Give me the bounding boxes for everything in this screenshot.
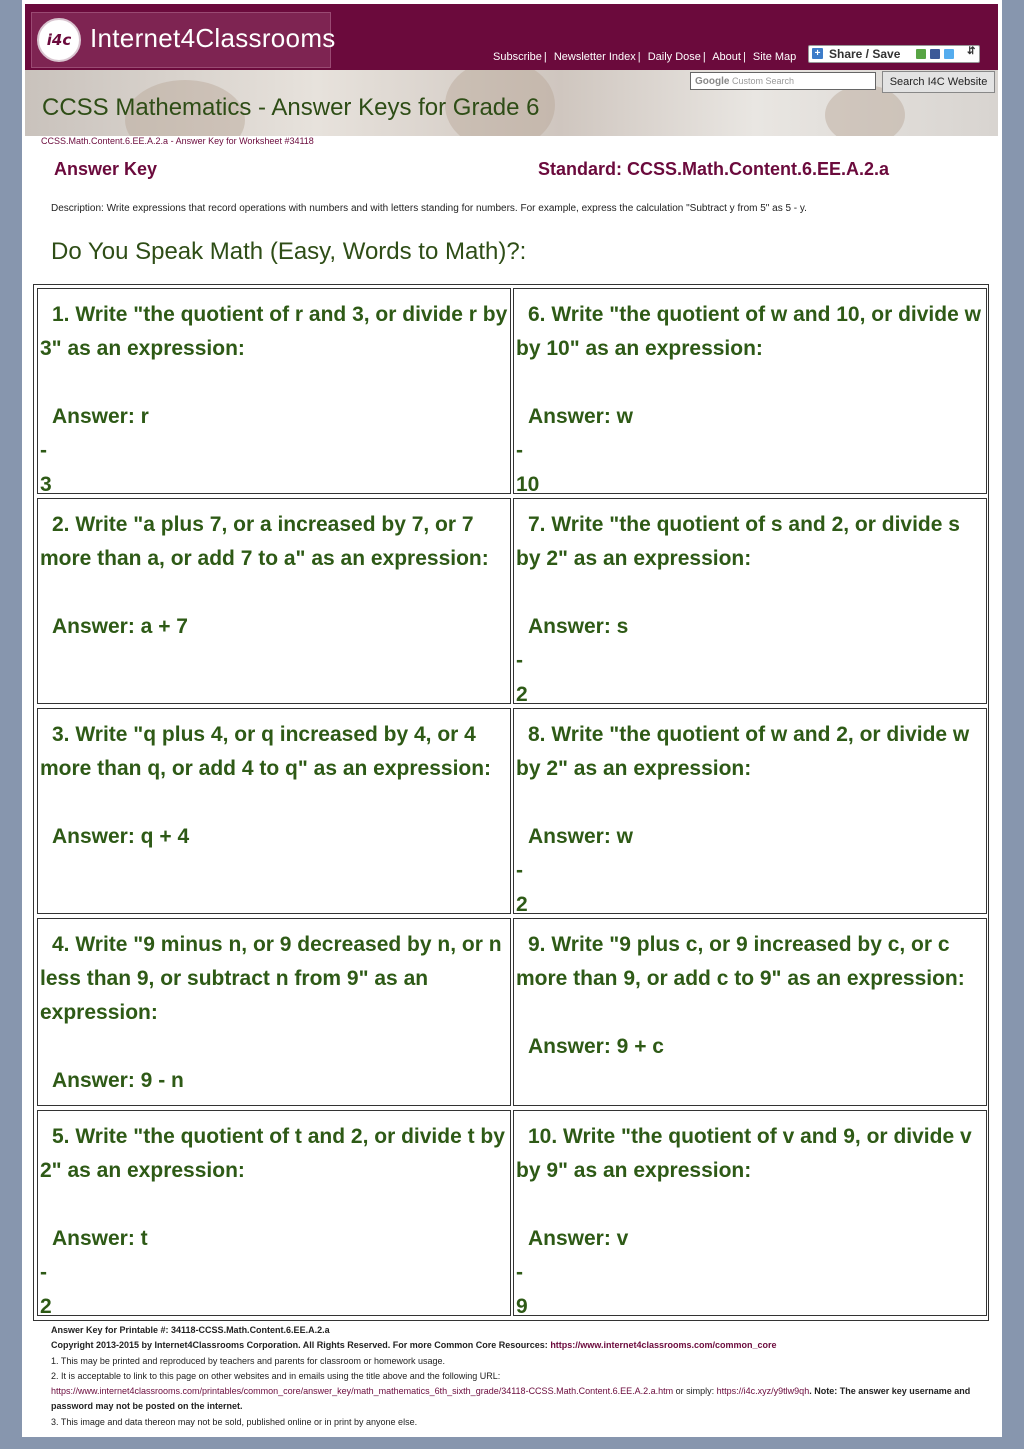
answer-line: - <box>516 1261 523 1284</box>
worksheet-url-link[interactable]: https://www.internet4classrooms.com/printables/common_core/answer_key/math_mathematics_6th_sixth_grade/34118-CCSS.Math.Content.6.EE.A.2.a.htm <box>51 1386 674 1397</box>
answer-line: - <box>516 859 523 882</box>
question-cell <box>513 708 987 914</box>
google-logo: Google <box>695 76 730 87</box>
question-text: 10. Write "the quotient of v and 9, or divide v by 9" as an expression: <box>516 1125 972 1182</box>
logo-badge: i4c <box>37 18 81 62</box>
answer-key-label: Answer Key <box>54 159 158 179</box>
answer-text: Answer: v <box>528 1227 629 1250</box>
footer-note-2: 2. It is acceptable to link to this page on other websites and in emails using the title above and the following URL: <box>51 1370 501 1381</box>
facebook-icon <box>930 49 940 59</box>
answer-line: 10 <box>516 473 540 494</box>
description: Description: Write expressions that record operations with numbers and with letters standing for numbers. For example, express the calculation "Subtract y from 5" as 5 - y. <box>51 203 807 214</box>
nav-about[interactable]: About <box>712 51 741 63</box>
question-cell <box>37 288 511 494</box>
answer-text: Answer: w <box>528 405 634 428</box>
question-text: 7. Write "the quotient of s and 2, or divide s by 2" as an expression: <box>516 513 960 570</box>
answer-text: Answer: 9 + c <box>528 1035 664 1058</box>
page <box>22 0 1002 1437</box>
question-text: 9. Write "9 plus c, or 9 increased by c, or c more than 9, or add c to 9" as an expression: <box>516 933 965 990</box>
questions-table <box>33 284 989 1321</box>
answer-text: Answer: t <box>52 1227 148 1250</box>
share-save-button[interactable] <box>808 45 980 63</box>
search-button[interactable]: Search I4C Website <box>882 71 995 93</box>
share-label: Share / Save <box>829 47 901 61</box>
answer-line: - <box>40 1261 47 1284</box>
page-title: CCSS Mathematics - Answer Keys for Grade 6 <box>42 94 540 121</box>
answer-line: 2 <box>516 683 528 704</box>
question-text: 1. Write "the quotient of r and 3, or divide r by 3" as an expression: <box>40 303 508 360</box>
question-text: 6. Write "the quotient of w and 10, or divide w by 10" as an expression: <box>516 303 981 360</box>
footer-note-1: 1. This may be printed and reproduced by teachers and parents for classroom or homework usage. <box>51 1355 446 1366</box>
question-cell <box>37 918 511 1106</box>
site-logo[interactable] <box>31 12 336 68</box>
footer-note-bold: . Note: The answer key username and password may not be posted on the internet. <box>51 1386 971 1412</box>
question-cell <box>37 498 511 704</box>
answer-line: 3 <box>40 473 52 494</box>
answer-text: Answer: a + 7 <box>52 615 188 638</box>
answer-text: Answer: w <box>528 825 634 848</box>
question-text: 2. Write "a plus 7, or a increased by 7, or 7 more than a, or add 7 to a" as an expression: <box>40 513 489 570</box>
question-cell <box>513 1110 987 1316</box>
nav-daily-dose[interactable]: Daily Dose <box>647 51 701 63</box>
chevron-updown-icon: ⇵ <box>967 46 976 57</box>
answer-text: Answer: 9 - n <box>52 1069 184 1092</box>
answer-text: Answer: q + 4 <box>52 825 190 848</box>
share-plus-icon: + <box>812 48 823 59</box>
nav-site-map[interactable]: Site Map <box>752 51 797 63</box>
footer-note-3: 3. This image and data thereon may not be sold, published online or in print by anyone else. <box>51 1416 418 1427</box>
answer-text: Answer: r <box>52 405 149 428</box>
answer-line: 9 <box>516 1295 528 1316</box>
breadcrumb[interactable]: CCSS.Math.Content.6.EE.A.2.a - Answer Key for Worksheet #34118 <box>41 136 314 146</box>
footer-copyright: Copyright 2013-2015 by Internet4Classrooms Corporation. All Rights Reserved. For more Common Core Resources: <box>51 1340 548 1351</box>
site-header <box>25 4 998 70</box>
answer-line: - <box>516 439 523 462</box>
question-cell <box>37 708 511 914</box>
search-placeholder: Custom Search <box>731 76 794 86</box>
question-cell <box>513 498 987 704</box>
logo-text: Internet4Classrooms <box>90 23 336 53</box>
question-cell <box>513 918 987 1106</box>
answer-line: 2 <box>40 1295 52 1316</box>
answer-line: - <box>516 649 523 672</box>
twitter-icon <box>944 49 954 59</box>
short-url-link[interactable]: https://i4c.xyz/y9tlw9qh <box>716 1386 810 1397</box>
common-core-link[interactable]: https://www.internet4classrooms.com/common_core <box>550 1340 777 1351</box>
answer-line: 2 <box>516 893 528 914</box>
nav-subscribe[interactable]: Subscribe <box>493 51 542 63</box>
section-title: Do You Speak Math (Easy, Words to Math)?: <box>51 238 527 265</box>
footer <box>51 1323 986 1430</box>
standard-label: Standard: CCSS.Math.Content.6.EE.A.2.a <box>538 159 890 179</box>
question-text: 8. Write "the quotient of w and 2, or divide w by 2" as an expression: <box>516 723 970 780</box>
question-text: 5. Write "the quotient of t and 2, or divide t by 2" as an expression: <box>40 1125 505 1182</box>
search-input[interactable] <box>690 72 876 90</box>
answer-text: Answer: s <box>528 615 629 638</box>
nav-newsletter-index[interactable]: Newsletter Index <box>553 51 636 63</box>
question-text: 3. Write "q plus 4, or q increased by 4, or 4 more than q, or add 4 to q" as an expression: <box>40 723 492 780</box>
banner <box>25 70 998 136</box>
question-cell <box>37 1110 511 1316</box>
share-icon <box>916 49 926 59</box>
answer-line: - <box>40 439 47 462</box>
question-cell <box>513 288 987 494</box>
footer-printable: Answer Key for Printable #: 34118-CCSS.Math.Content.6.EE.A.2.a <box>51 1325 330 1335</box>
top-nav: Subscribe | Newsletter Index | Daily Dose | About | Site Map <box>493 51 797 63</box>
footer-or-simply: or simply: <box>673 1386 717 1397</box>
question-text: 4. Write "9 minus n, or 9 decreased by n, or n less than 9, or subtract n from 9" as an expression: <box>40 933 502 1024</box>
